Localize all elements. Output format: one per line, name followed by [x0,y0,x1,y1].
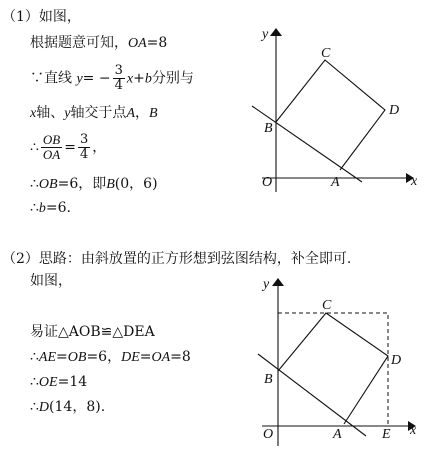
figure-1 [245,12,420,197]
text: = [56,349,68,365]
fraction-3-4 [113,64,125,93]
completion-dashed-lines [278,313,388,426]
var-a: A [126,106,135,121]
part2-line3 [30,323,155,341]
text: ， [92,139,107,156]
square-sides [278,313,388,424]
part2-line2 [30,272,72,290]
text: (0，6) [114,176,158,192]
label-y: y [263,277,270,292]
fraction-num: 3 [80,132,89,147]
therefore-symbol: ∴ [30,399,39,415]
part2-heading-text: （2）思路：由斜放置的正方形想到弦图结构，补全即可. [2,251,352,267]
var-d: D [38,400,50,415]
label-a: A [333,427,342,442]
text: = [139,349,152,365]
fraction-ob-oa [41,133,62,162]
var-b-point: B [106,177,115,192]
label-e: E [382,427,391,442]
line-ab [252,106,362,182]
label-x: x [411,174,418,189]
therefore-symbol: ∴ [30,139,39,156]
var-oa: OA [151,350,171,365]
var-b: b [38,201,46,216]
text: =6， [86,349,122,365]
therefore-symbol: ∴ [30,200,39,216]
therefore-symbol: ∴ [30,374,39,390]
part1-line7 [30,199,71,218]
part1-heading [2,8,81,26]
label-x: x [410,423,417,438]
congruence-statement: 易证△AOB≌△DEA [30,324,155,340]
part1-line4 [30,104,158,123]
text: =6，即 [57,176,107,192]
text: 分别与 [151,70,194,87]
label-y: y [262,27,269,42]
y-arrow-icon [272,278,284,286]
var-oa: OA [128,36,147,51]
text: 轴、 [36,105,65,121]
var-ob: OB [38,177,58,192]
fraction-den: 4 [114,78,123,93]
part2-line4 [30,348,191,367]
part2-heading [2,250,351,268]
part1-heading-text: （1）如图， [2,9,81,25]
label-c: C [321,46,331,61]
y-arrow-icon [270,28,282,36]
text: = [64,139,76,156]
var-b: b [144,71,152,87]
var-y: y [64,106,71,121]
label-b: B [264,372,273,387]
label-c: C [322,298,332,313]
therefore-symbol: ∴ [30,176,39,192]
var-x: x [126,71,134,87]
fraction-3-4 [78,133,90,162]
var-y: y [76,71,83,87]
text: =14 [57,374,88,390]
square-sides [276,60,385,170]
label-d: D [391,353,402,368]
var-oe: OE [38,375,58,390]
fraction-num: OB [42,132,61,147]
text: 根据题意可知， [30,35,128,51]
text: 如图， [30,273,72,289]
var-x: x [30,106,37,121]
figure-2 [245,270,420,450]
text: (14，8). [49,399,106,415]
text: =8 [146,35,168,51]
label-d: D [389,103,400,118]
text: ∵直线 [30,70,72,87]
part1-line5 [30,133,106,162]
part2-line6 [30,398,105,417]
therefore-symbol: ∴ [30,349,39,365]
fraction-den: OA [42,147,61,162]
part1-line3 [30,64,194,93]
fraction-den: 4 [80,147,89,162]
label-b: B [264,121,273,136]
part1-line2 [30,34,167,53]
part2-line5 [30,373,87,392]
text: =8 [170,349,191,365]
var-de: DE [121,350,140,365]
part1-line6 [30,175,158,194]
label-o: O [263,427,274,442]
fraction-num: 3 [114,63,123,78]
text: = − [82,70,111,87]
text: ， [135,105,149,121]
text: + [133,70,145,87]
var-b-point: B [149,106,158,121]
label-o: O [262,175,273,190]
var-ae: AE [38,350,57,365]
text: 轴交于点 [70,105,127,121]
line-ab [258,354,366,436]
text: =6. [45,200,72,216]
var-ob: OB [67,350,87,365]
label-a: A [331,175,340,190]
